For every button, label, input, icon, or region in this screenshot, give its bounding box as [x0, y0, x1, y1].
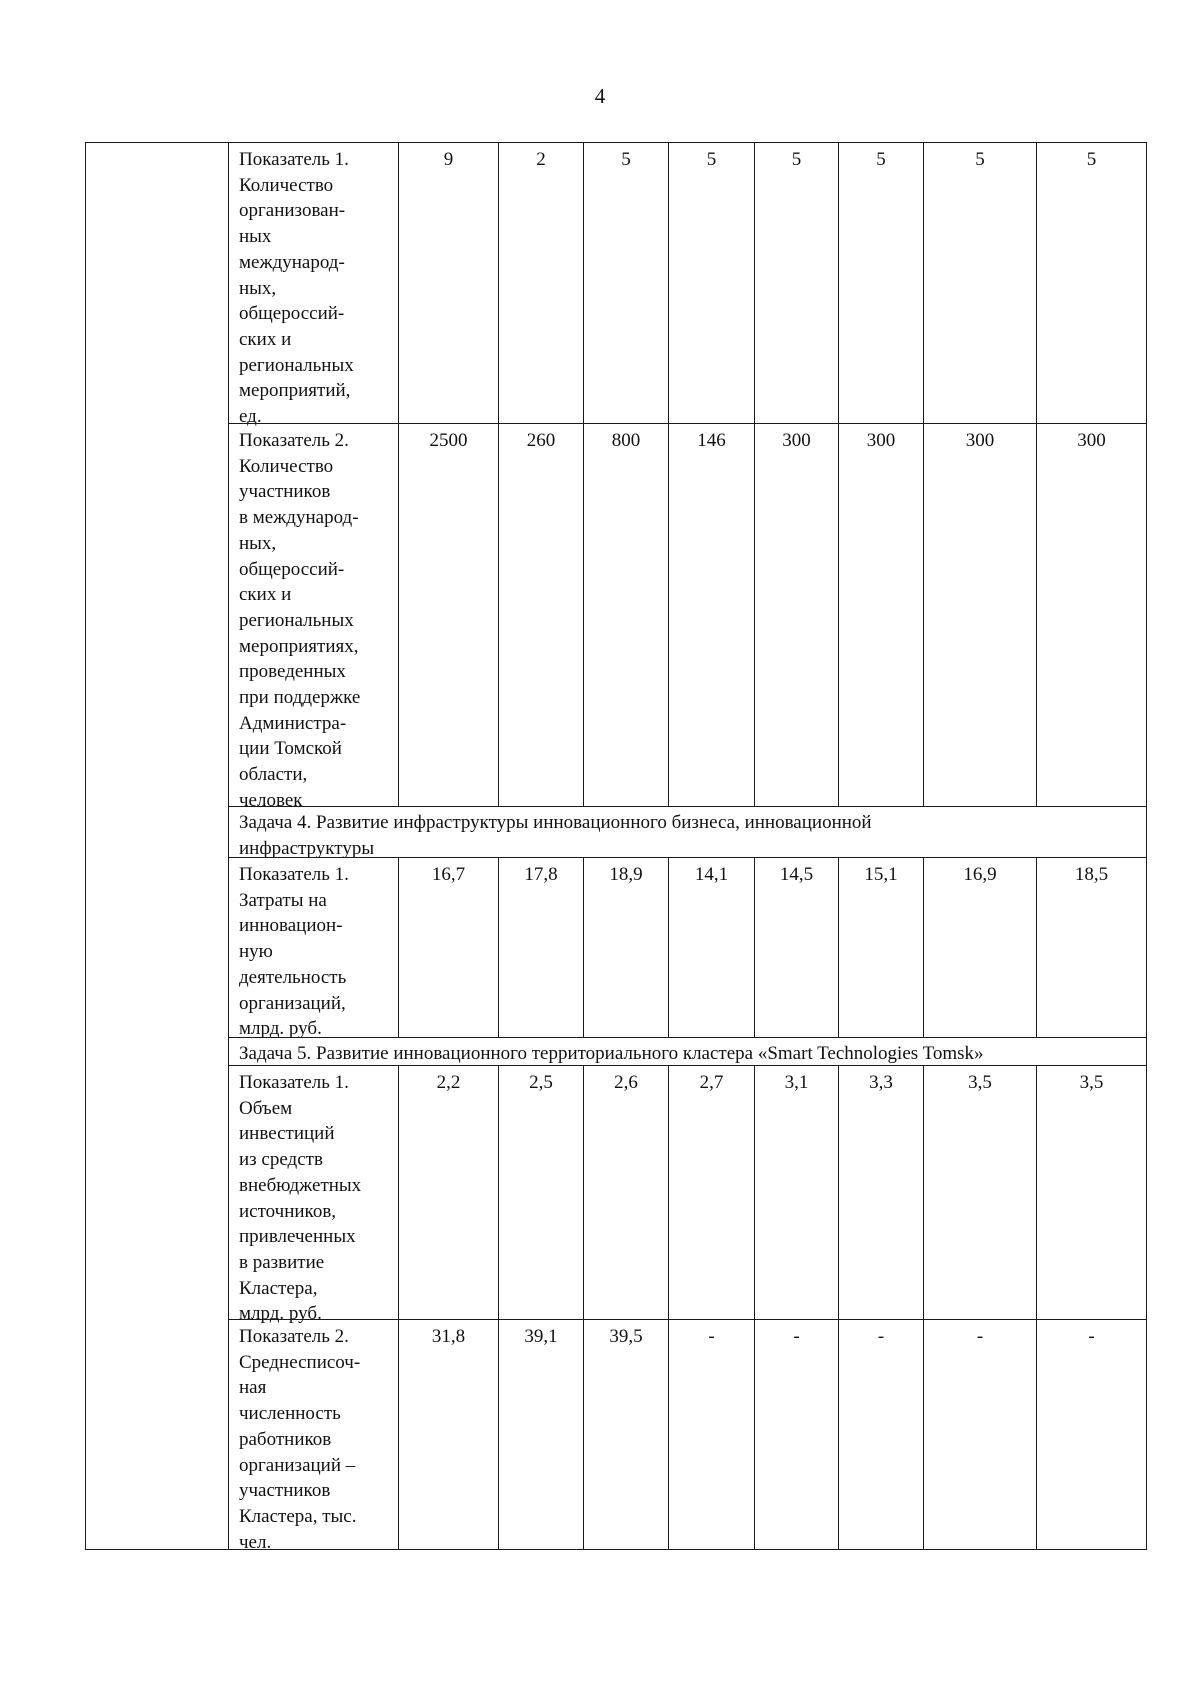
value-cell: 15,1 — [838, 857, 924, 1038]
empty-left-column — [85, 142, 229, 1550]
indicator-label: Показатель 2. Количество участников в международ- ных, общероссий- ских и региональных мероприятиях, проведенных при поддержке Администра- ции Томской области, человек — [228, 423, 399, 807]
value-cell: 2500 — [398, 423, 499, 807]
value-cell: 5 — [838, 142, 924, 424]
value-cell: 2,6 — [583, 1065, 669, 1320]
indicator-label: Показатель 1. Затраты на инновацион- ную деятельность организаций, млрд. руб. — [228, 857, 399, 1038]
indicator-label: Показатель 1. Объем инвестиций из средств внебюджетных источников, привлеченных в развитие Кластера, млрд. руб. — [228, 1065, 399, 1320]
value-cell: - — [668, 1319, 755, 1550]
value-cell: 16,7 — [398, 857, 499, 1038]
value-cell: 300 — [1036, 423, 1147, 807]
value-cell: - — [754, 1319, 839, 1550]
value-cell: 5 — [923, 142, 1037, 424]
value-cell: - — [1036, 1319, 1147, 1550]
page-number: 4 — [594, 84, 606, 108]
value-cell: 2,2 — [398, 1065, 499, 1320]
value-cell: 16,9 — [923, 857, 1037, 1038]
value-cell: 300 — [838, 423, 924, 807]
value-cell: 3,1 — [754, 1065, 839, 1320]
value-cell: 31,8 — [398, 1319, 499, 1550]
value-cell: 2,5 — [498, 1065, 584, 1320]
value-cell: 3,5 — [923, 1065, 1037, 1320]
value-cell: 300 — [754, 423, 839, 807]
value-cell: 18,5 — [1036, 857, 1147, 1038]
task-row: Задача 5. Развитие инновационного территориального кластера «Smart Technologies Tomsk» — [228, 1037, 1147, 1066]
value-cell: 17,8 — [498, 857, 584, 1038]
task-row: Задача 4. Развитие инфраструктуры инновационного бизнеса, инновационной инфраструктуры — [228, 806, 1147, 858]
indicator-label: Показатель 1. Количество организован- ных международ- ных, общероссий- ских и региональных мероприятий, ед. — [228, 142, 399, 424]
value-cell: 3,3 — [838, 1065, 924, 1320]
indicator-label: Показатель 2. Среднесписоч- ная численность работников организаций – участников Кластера, тыс. чел. — [228, 1319, 399, 1550]
value-cell: 146 — [668, 423, 755, 807]
value-cell: 14,1 — [668, 857, 755, 1038]
value-cell: 5 — [1036, 142, 1147, 424]
value-cell: 9 — [398, 142, 499, 424]
value-cell: 18,9 — [583, 857, 669, 1038]
value-cell: 5 — [754, 142, 839, 424]
value-cell: 5 — [583, 142, 669, 424]
value-cell: 2 — [498, 142, 584, 424]
value-cell: 300 — [923, 423, 1037, 807]
value-cell: 800 — [583, 423, 669, 807]
value-cell: 39,5 — [583, 1319, 669, 1550]
value-cell: 3,5 — [1036, 1065, 1147, 1320]
value-cell: 2,7 — [668, 1065, 755, 1320]
value-cell: - — [838, 1319, 924, 1550]
value-cell: 39,1 — [498, 1319, 584, 1550]
value-cell: - — [923, 1319, 1037, 1550]
value-cell: 5 — [668, 142, 755, 424]
value-cell: 14,5 — [754, 857, 839, 1038]
value-cell: 260 — [498, 423, 584, 807]
